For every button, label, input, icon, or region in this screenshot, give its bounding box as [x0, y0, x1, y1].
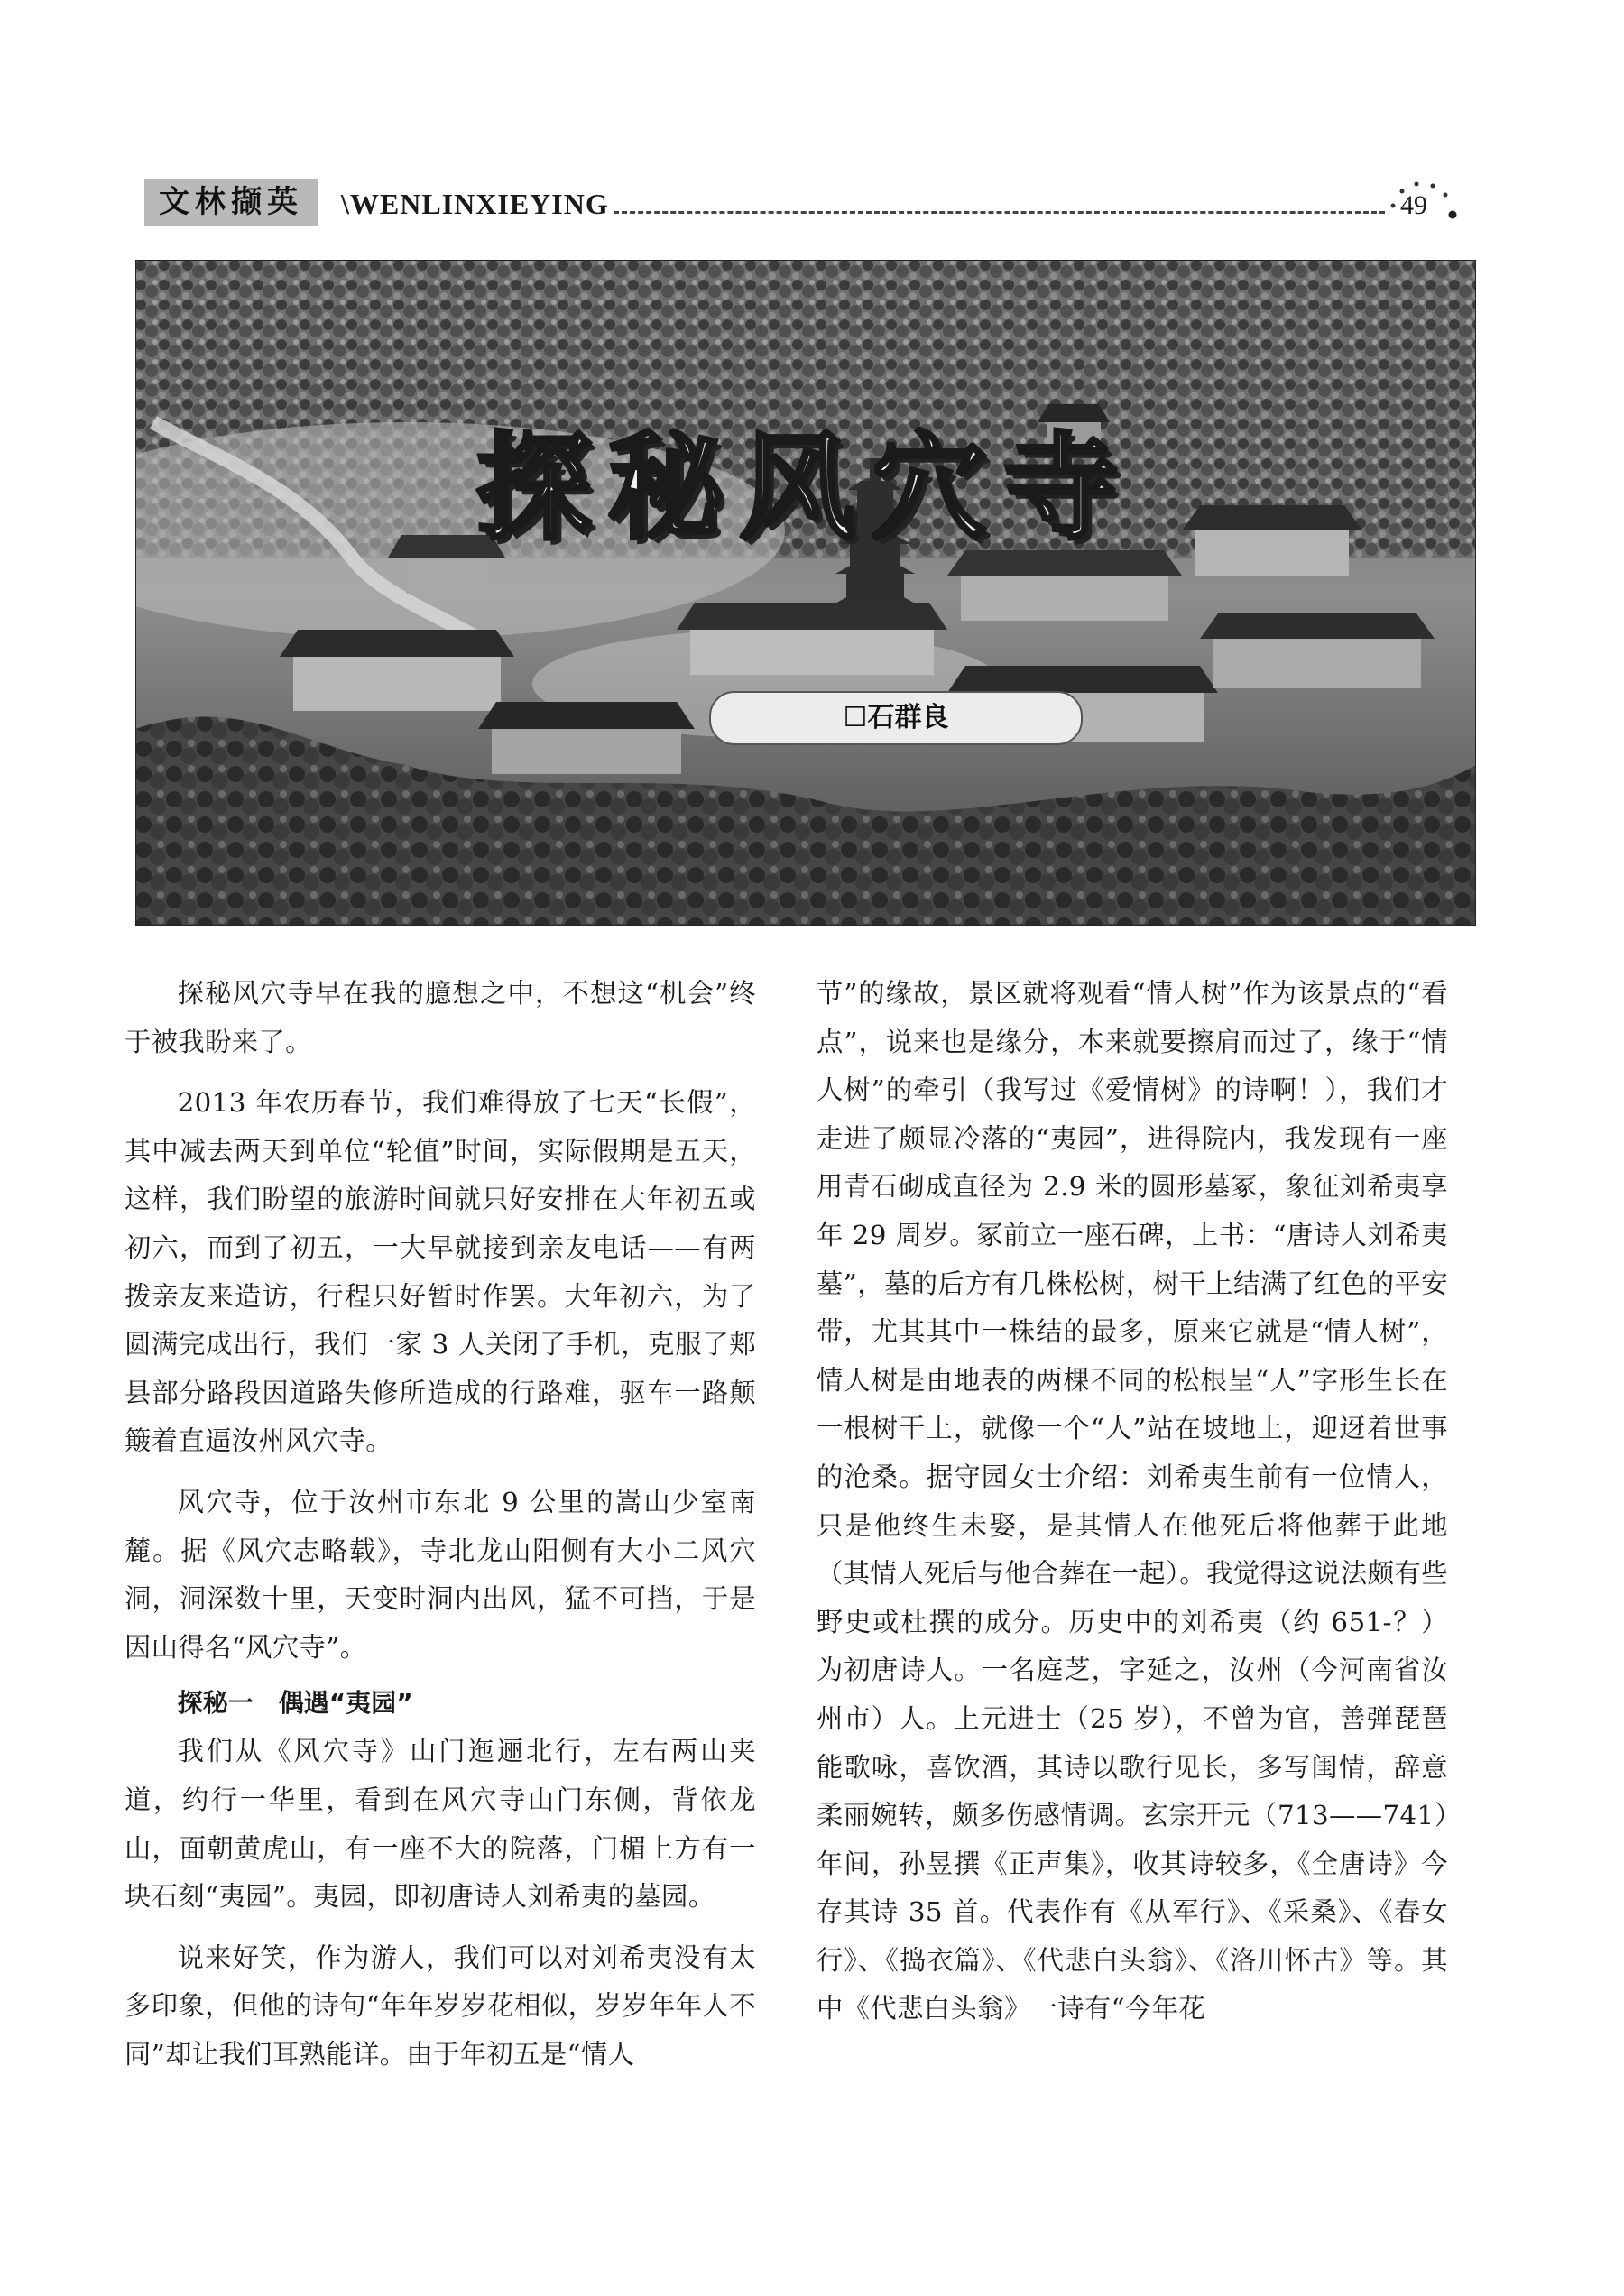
header-dashed-rule [614, 211, 1385, 214]
paragraph-spring-festival: 2013 年农历春节，我们难得放了七天“长假”，其中减去两天到单位“轮值”时间，实际假期是五天，这样，我们盼望的旅游时间就只好安排在大年初五或初六，而到了初五，一大早就接到亲友电话——有两拨亲友来造访，行程只好暂时作罢。大年初六，为了圆满完成出行，我们一家 3 人关闭了手机，克服了郏县部分路段因道路失修所造成的行路难，驱车一路颠簸着直逼汝州风穴寺。 [125, 1087, 756, 1457]
paragraph-yi-garden: 我们从《风穴寺》山门迤逦北行，左右两山夹道，约行一华里，看到在风穴寺山门东侧，背依龙山，面朝黄虎山，有一座不大的院落，门楣上方有一块石刻“夷园”。夷园，即初唐诗人刘希夷的墓园。 [125, 1736, 756, 1913]
section-title-en: \WENLINXIEYING [341, 188, 609, 220]
article-column-left [125, 970, 756, 2079]
temple-landscape-illustration [135, 260, 1476, 926]
author-byline: ☐石群良 [709, 691, 1083, 745]
running-header [144, 179, 1480, 229]
paragraph-liu-xiyi-poem: 说来好笑，作为游人，我们可以对刘希夷没有太多印象，但他的诗句“年年岁岁花相似，岁岁年年人不同”却让我们耳熟能详。由于年初五是“情人 [125, 1941, 756, 2070]
article-column-right [817, 970, 1448, 2033]
paragraph-fengxue-location: 风穴寺，位于汝州市东北 9 公里的嵩山少室南麓。据《风穴志略载》，寺北龙山阳侧有大小二风穴洞，洞深数十里，天变时洞内出风，猛不可挡，于是因山得名“风穴寺”。 [125, 1486, 756, 1663]
paragraph-intro: 探秘风穴寺早在我的臆想之中，不想这“机会”终于被我盼来了。 [125, 978, 756, 1057]
paragraph-lovers-tree: 节”的缘故，景区就将观看“情人树”作为该景点的“看点”，说来也是缘分，本来就要擦肩而过了，缘于“情人树”的牵引（我写过《爱情树》的诗啊！），我们才走进了颇显冷落的“夷园”，进得院内，我发现有一座用青石砌成直径为 2.9 米的圆形墓冢，象征刘希夷享年 29 周岁。冢前立一座石碑，上书：“唐诗人刘希夷墓”，墓的后方有几株松树，树干上结满了红色的平安带，尤其其中一株结的最多，原来它就是“情人树”，情人树是由地表的两棵不同的松根呈“人”字形生长在一根树干上，就像一个“人”站在坡地上，迎迓着世事的沧桑。据守园女士介绍：刘希夷生前有一位情人，只是他终生未娶，是其情人在他死后将他葬于此地（其情人死后与他合葬在一起）。我觉得这说法颇有些野史或杜撰的成分。历史中的刘希夷（约 651-？）为初唐诗人。一名庭芝，字延之，汝州（今河南省汝州市）人。上元进士（25 岁），不曾为官，善弹琵琶能歌咏，喜饮酒，其诗以歌行见长，多写闺情，辞意柔丽婉转，颇多伤感情调。玄宗开元（713——741）年间，孙昱撰《正声集》，收其诗较多，《全唐诗》今存其诗 35 首。代表作有《从军行》、《采桑》、《春女行》、《捣衣篇》、《代悲白头翁》、《洛川怀古》等。其中《代悲白头翁》一诗有“今年花 [817, 978, 1448, 2024]
section-heading-1: 探秘一 偶遇“夷园” [177, 1688, 413, 1719]
section-title-cn: 文林撷英 [144, 179, 318, 226]
page-number: 49 [1400, 190, 1427, 220]
hero-photo [135, 260, 1476, 926]
article-title: 探秘风穴寺 [475, 421, 1135, 556]
